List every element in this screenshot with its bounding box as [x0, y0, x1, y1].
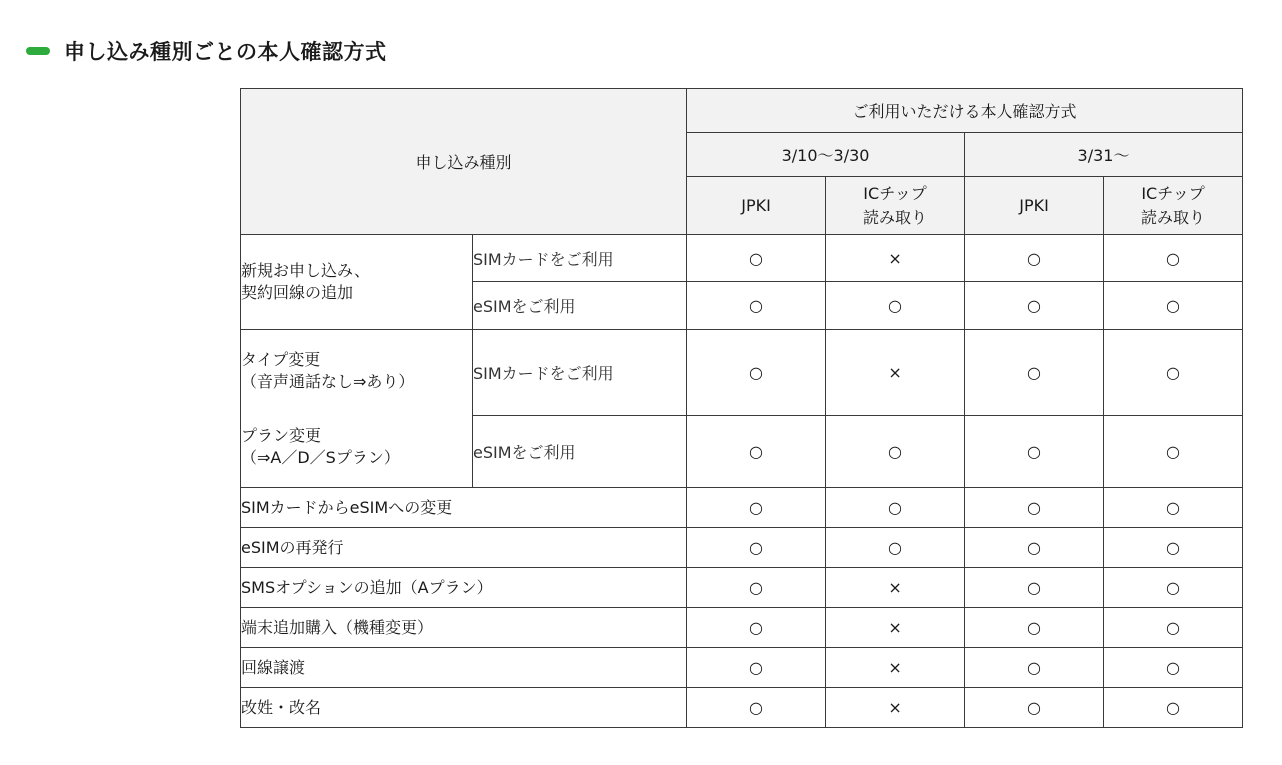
mark-cell: ○	[965, 488, 1104, 528]
sub-esim: eSIMをご利用	[473, 282, 687, 330]
header-available-methods: ご利用いただける本人確認方式	[687, 89, 1243, 133]
mark-cell: ○	[1104, 235, 1243, 282]
category-label: SMSオプションの追加（Aプラン）	[241, 568, 687, 608]
mark-cell: ○	[687, 416, 826, 488]
sub-esim: eSIMをご利用	[473, 416, 687, 488]
header-jpki-2: JPKI	[965, 177, 1104, 235]
mark-cell: ○	[1104, 688, 1243, 728]
identity-verification-table	[240, 88, 1243, 728]
mark-cell: ○	[965, 648, 1104, 688]
category-label: eSIMの再発行	[241, 528, 687, 568]
table-row	[241, 688, 1243, 728]
category-label: 端末追加購入（機種変更）	[241, 608, 687, 648]
header-jpki-1: JPKI	[687, 177, 826, 235]
mark-cell: ○	[687, 528, 826, 568]
category-plan-line1: プラン変更	[241, 425, 322, 445]
table-row	[241, 235, 1243, 282]
category-new-line2: 契約回線の追加	[241, 283, 354, 302]
header-period-2: 3/31〜	[965, 133, 1243, 177]
mark-cell: ○	[965, 416, 1104, 488]
heading-accent-bar	[26, 47, 50, 55]
category-plan-line2: （⇒A／D／Sプラン）	[241, 447, 400, 467]
mark-cell: ○	[965, 282, 1104, 330]
category-type-plan-change	[241, 330, 473, 488]
mark-cell: ○	[1104, 528, 1243, 568]
table-row	[241, 330, 1243, 416]
header-ic-chip-1-line1: ICチップ	[863, 183, 927, 203]
header-ic-chip-1-line2: 読み取り	[863, 207, 928, 227]
mark-cell: ×	[826, 688, 965, 728]
mark-cell: ○	[687, 235, 826, 282]
mark-cell: ○	[1104, 608, 1243, 648]
mark-cell: ○	[826, 528, 965, 568]
mark-cell: ○	[1104, 488, 1243, 528]
header-period-1: 3/10〜3/30	[687, 133, 965, 177]
category-label: SIMカードからeSIMへの変更	[241, 488, 687, 528]
mark-cell: ○	[965, 235, 1104, 282]
mark-cell: ×	[826, 568, 965, 608]
header-ic-chip-2	[1104, 177, 1243, 235]
mark-cell: ○	[965, 568, 1104, 608]
table-row	[241, 568, 1243, 608]
mark-cell: ○	[1104, 648, 1243, 688]
mark-cell: ○	[687, 608, 826, 648]
mark-cell: ○	[687, 330, 826, 416]
mark-cell: ○	[826, 416, 965, 488]
mark-cell: ○	[965, 528, 1104, 568]
mark-cell: ○	[965, 608, 1104, 648]
category-label: 改姓・改名	[241, 688, 687, 728]
mark-cell: ×	[826, 330, 965, 416]
header-ic-chip-2-line1: ICチップ	[1141, 183, 1205, 203]
mark-cell: ○	[1104, 568, 1243, 608]
mark-cell: ○	[687, 568, 826, 608]
mark-cell: ○	[1104, 416, 1243, 488]
section-title: 申し込み種別ごとの本人確認方式	[64, 40, 387, 64]
mark-cell: ○	[826, 282, 965, 330]
category-new-application	[241, 235, 473, 330]
sub-sim-card: SIMカードをご利用	[473, 235, 687, 282]
section-heading	[26, 34, 387, 68]
table-row	[241, 648, 1243, 688]
mark-cell: ○	[1104, 282, 1243, 330]
category-new-line1: 新規お申し込み、	[241, 261, 370, 280]
table-row	[241, 608, 1243, 648]
header-ic-chip-2-line2: 読み取り	[1141, 207, 1206, 227]
header-ic-chip-1	[826, 177, 965, 235]
category-type-change	[241, 349, 472, 393]
sub-sim-card: SIMカードをご利用	[473, 330, 687, 416]
category-label: 回線譲渡	[241, 648, 687, 688]
category-plan-change	[241, 425, 472, 469]
header-application-type: 申し込み種別	[241, 89, 687, 235]
mark-cell: ×	[826, 608, 965, 648]
table-row	[241, 528, 1243, 568]
category-type-line2: （音声通話なし⇒あり）	[241, 371, 415, 391]
mark-cell: ×	[826, 235, 965, 282]
mark-cell: ○	[687, 648, 826, 688]
category-type-line1: タイプ変更	[241, 349, 321, 369]
mark-cell: ○	[687, 488, 826, 528]
mark-cell: ○	[965, 688, 1104, 728]
mark-cell: ○	[687, 688, 826, 728]
mark-cell: ○	[965, 330, 1104, 416]
mark-cell: ×	[826, 648, 965, 688]
mark-cell: ○	[1104, 330, 1243, 416]
table-row	[241, 488, 1243, 528]
mark-cell: ○	[826, 488, 965, 528]
mark-cell: ○	[687, 282, 826, 330]
